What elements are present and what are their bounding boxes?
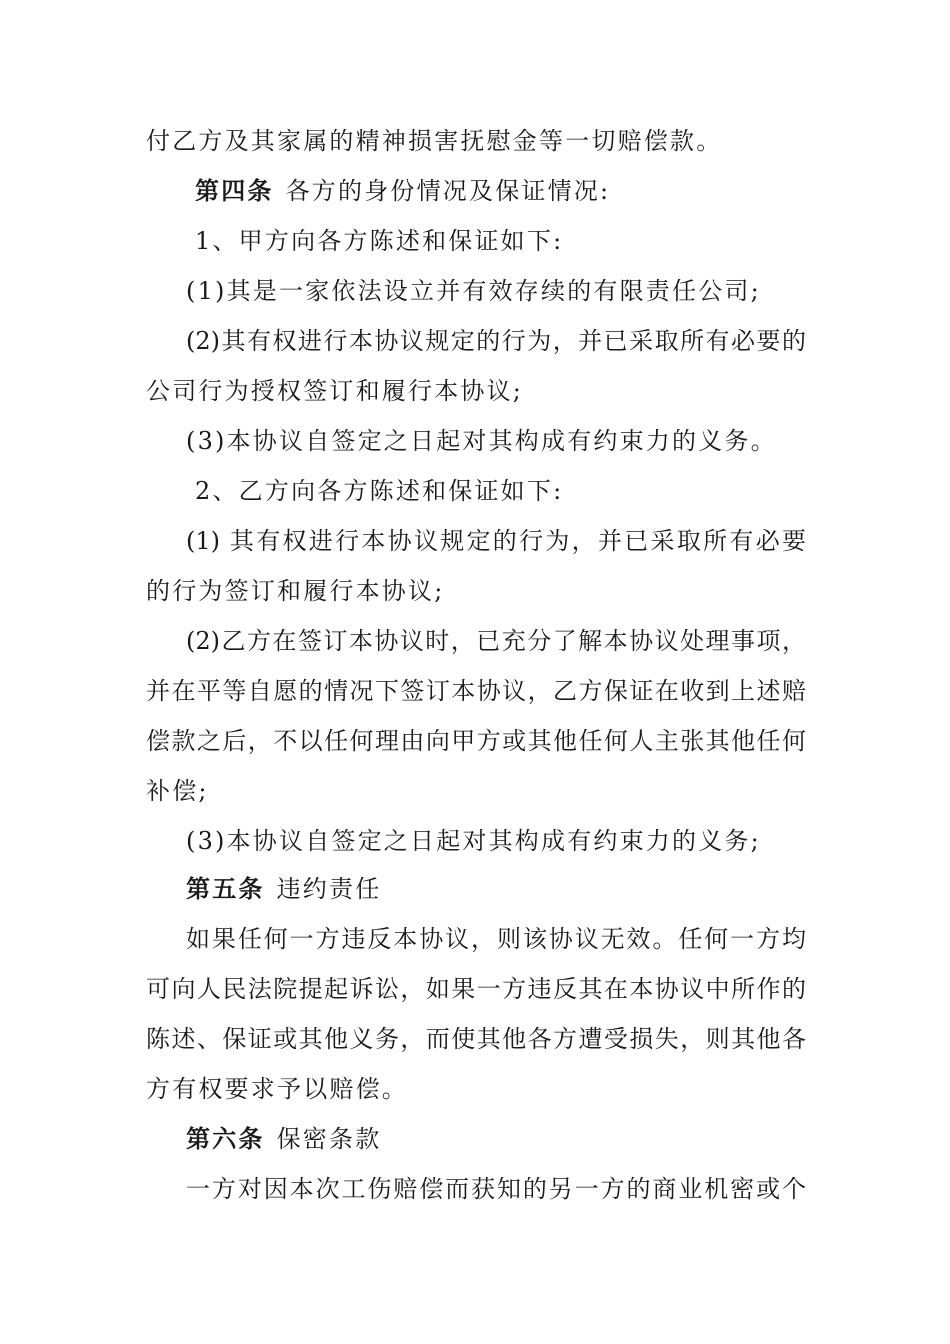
line-text: 如果任何一方违反本协议，则该协议无效。任何一方均 [186,925,806,953]
line-text: 1、甲方向各方陈述和保证如下: [195,227,564,255]
line-text: 付乙方及其家属的精神损害抚慰金等一切赔偿款。 [146,127,723,155]
paragraph-line [146,575,806,607]
article-label: 第四条 [195,176,274,205]
paragraph-line [146,375,806,407]
paragraph-line [186,825,846,857]
article-label: 第六条 [186,1124,265,1153]
paragraph-line [146,1073,806,1105]
paragraph-line [186,275,846,307]
article-title: 违约责任 [276,875,382,903]
line-text: (2)乙方在签订本协议时，已充分了解本协议处理事项， [186,627,806,655]
paragraph-line [186,923,806,955]
article-heading-6 [186,1123,846,1155]
article-title: 保密条款 [276,1125,382,1153]
paragraph-line [146,725,806,757]
paragraph-line [186,325,806,357]
line-text: 方有权要求予以赔偿。 [146,1075,408,1103]
line-text: (2)其有权进行本协议规定的行为，并已采取所有必要的 [186,327,806,355]
article-heading-4 [195,175,855,207]
line-text: 并在平等自愿的情况下签订本协议，乙方保证在收到上述赔 [146,677,806,705]
paragraph-line [146,125,806,157]
line-text: (1)其是一家依法设立并有效存续的有限责任公司; [186,277,761,305]
paragraph-line [186,425,846,457]
paragraph-line [146,675,806,707]
line-text: (1) 其有权进行本协议规定的行为，并已采取所有必要 [186,527,806,555]
line-text: 公司行为授权签订和履行本协议; [146,377,524,405]
article-heading-5 [186,873,846,905]
line-text: (3)本协议自签定之日起对其构成有约束力的义务; [186,827,761,855]
paragraph-line [146,973,806,1005]
line-text: 一方对因本次工伤赔偿而获知的另一方的商业机密或个 [186,1175,806,1203]
paragraph-line [195,475,855,507]
paragraph-line [186,1173,806,1205]
line-text: 陈述、保证或其他义务，而使其他各方遭受损失，则其他各 [146,1025,806,1053]
line-text: 的行为签订和履行本协议; [146,577,445,605]
article-title: 各方的身份情况及保证情况: [285,177,611,205]
paragraph-line [146,775,806,807]
paragraph-line [146,1023,806,1055]
article-label: 第五条 [186,874,265,903]
line-text: (3)本协议自签定之日起对其构成有约束力的义务。 [186,427,777,455]
line-text: 补偿; [146,777,209,805]
paragraph-line [186,625,806,657]
line-text: 偿款之后，不以任何理由向甲方或其他任何人主张其他任何 [146,727,806,755]
line-text: 2、乙方向各方陈述和保证如下: [195,477,564,505]
paragraph-line [195,225,855,257]
line-text: 可向人民法院提起诉讼，如果一方违反其在本协议中所作的 [146,975,806,1003]
paragraph-line [186,525,806,557]
